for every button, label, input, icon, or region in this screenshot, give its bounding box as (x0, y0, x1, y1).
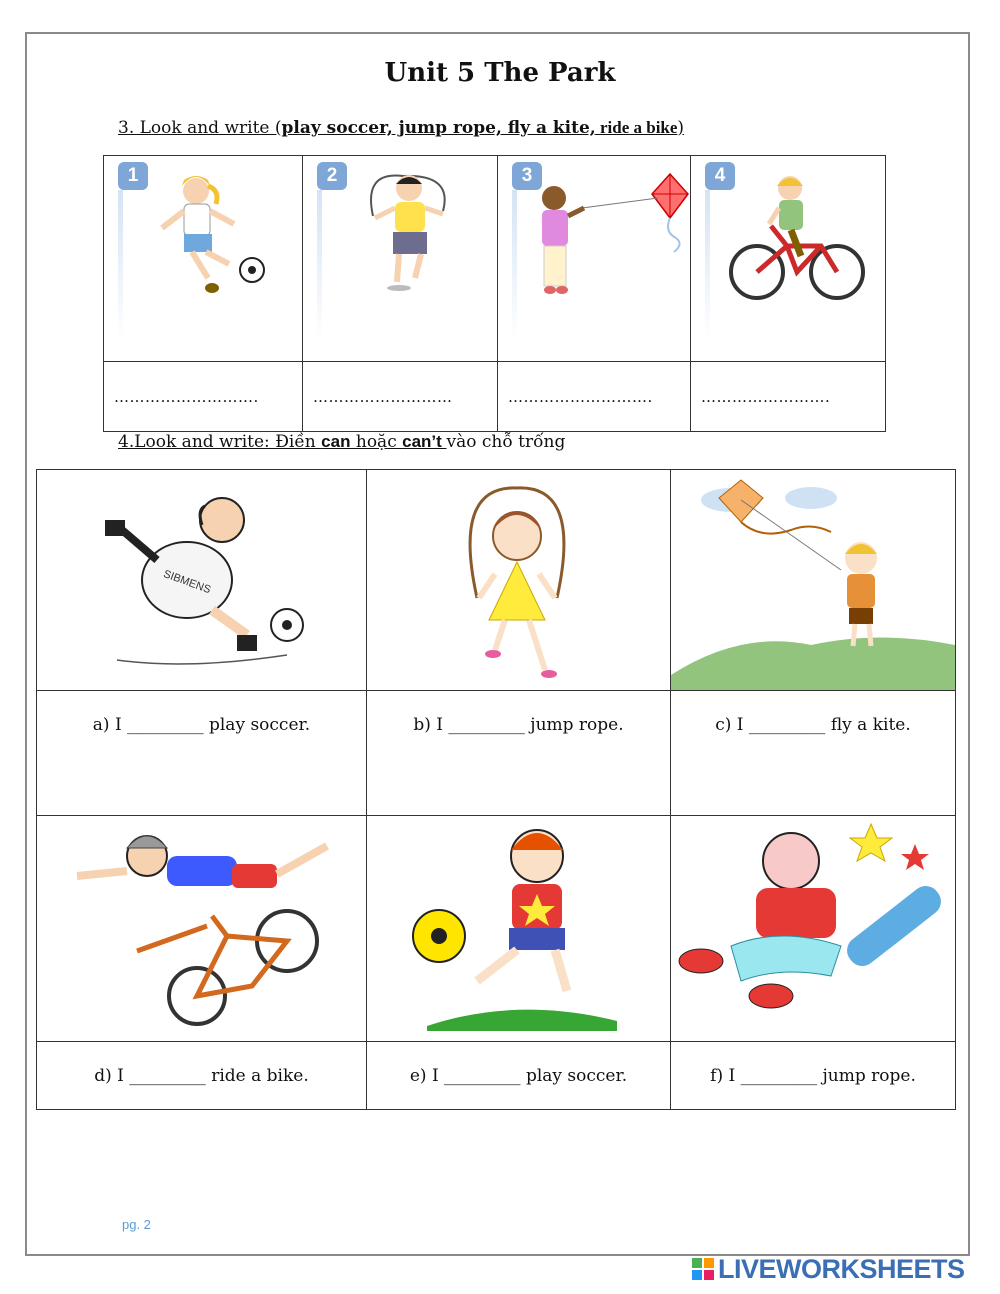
boy-fallen-skateboard-image (671, 816, 955, 1041)
exercise3-instruction: 3. Look and write (play soccer, jump rope, fly a kite, ride a bike) (118, 118, 685, 138)
sentence-c[interactable]: c) I _________ fly a kite. (671, 691, 956, 816)
sentence-d[interactable]: d) I _________ ride a bike. (37, 1042, 367, 1110)
sentence-f[interactable]: f) I _________ jump rope. (671, 1042, 956, 1110)
exercise4-table (36, 469, 956, 1110)
number-badge: 2 (317, 162, 347, 190)
exercise3-blank-2[interactable]: ……………………… (303, 362, 498, 432)
number-badge: 1 (118, 162, 148, 190)
sentence-b[interactable]: b) I _________ jump rope. (367, 691, 671, 816)
boy-flying-kite-image (671, 470, 955, 690)
exercise4-picture-e (367, 816, 671, 1042)
boy-kicking-soccer-ball-image (367, 816, 670, 1041)
sentence-e[interactable]: e) I _________ play soccer. (367, 1042, 671, 1110)
man-falling-with-soccer-ball-image (37, 470, 366, 690)
exercise4-picture-d (37, 816, 367, 1042)
number-badge: 3 (512, 162, 542, 190)
exercise4-picture-a (37, 470, 367, 691)
exercise4-picture-b (367, 470, 671, 691)
man-falling-off-bike-image (37, 816, 366, 1041)
sentence-a[interactable]: a) I _________ play soccer. (37, 691, 367, 816)
exercise3-picture-4 (691, 156, 886, 362)
exercise3-blank-1[interactable]: ………………………. (104, 362, 303, 432)
liveworksheets-watermark: LIVEWORKSHEETS (718, 1254, 965, 1284)
exercise3-table (103, 155, 886, 432)
exercise3-picture-3 (498, 156, 691, 362)
exercise3-picture-1 (104, 156, 303, 362)
exercise4-picture-c (671, 470, 956, 691)
exercise4-picture-f (671, 816, 956, 1042)
svg-text:SIBMENS: SIBMENS (161, 568, 213, 597)
exercise3-blank-4[interactable]: ……………………. (691, 362, 886, 432)
exercise3-blank-3[interactable]: ………………………. (498, 362, 691, 432)
worksheet-title: Unit 5 The Park (384, 58, 616, 88)
liveworksheets-logo-icon (692, 1258, 714, 1280)
exercise4-instruction: 4.Look and write: Điền can hoặc can’t vào chỗ trống (118, 432, 566, 452)
number-badge: 4 (705, 162, 735, 190)
exercise3-picture-2 (303, 156, 498, 362)
page-number: pg. 2 (122, 1217, 151, 1232)
girl-jumping-rope-image (367, 470, 670, 690)
